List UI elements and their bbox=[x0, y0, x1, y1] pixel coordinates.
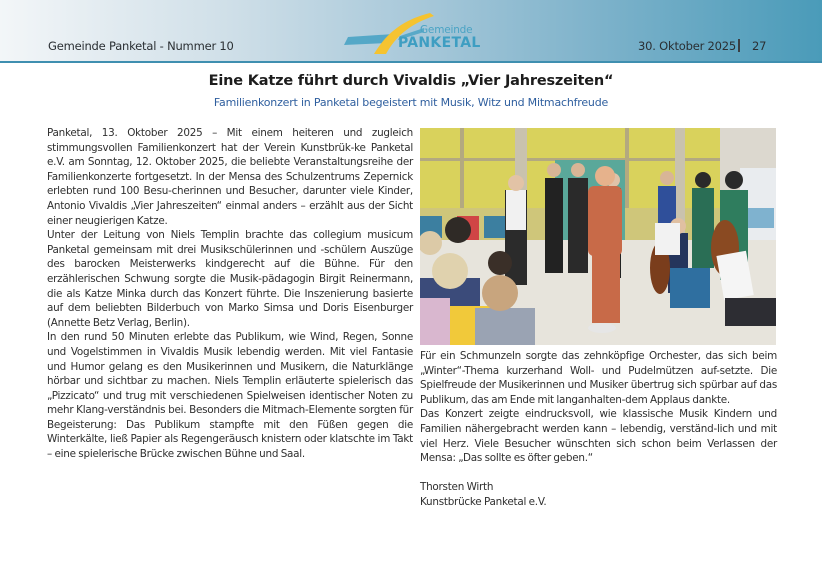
page-header bbox=[0, 0, 822, 63]
logo-text-gemeinde: Gemeinde bbox=[420, 24, 473, 36]
separator bbox=[738, 39, 740, 52]
paragraph: Unter der Leitung von Niels Templin brachte das collegium musicum Panketal gemeinsam mit drei Musikschülerinnen und -schülern Auszüge des barocken Meisterwerks kindgerecht auf die Bühne. Für den erzählerischen Schwung sorgte die Musik-pädagogin Birgit Reinermann, die als Katze Minka durch das Konzert führte. Die Inszenierung basierte auf dem beliebten Bilderbuch von Marko Simsa und Doris Eisenburger (Annette Betz Verlag, Berlin). bbox=[47, 229, 413, 329]
issue-date-page bbox=[638, 39, 766, 53]
page-number: 27 bbox=[752, 39, 767, 53]
concert-photo bbox=[420, 128, 776, 345]
photo-keyboard bbox=[725, 298, 776, 326]
photo-cat-narrator bbox=[588, 166, 622, 333]
publication-info: Gemeinde Panketal - Nummer 10 bbox=[48, 39, 234, 53]
author-name: Thorsten Wirth bbox=[420, 481, 494, 494]
paragraph: Das Konzert zeigte eindrucksvoll, wie klassische Musik Kindern und Familien nähergebracht werden kann – lebendig, verständ-lich und mit viel Herz. Viele Besucher wünschten sich schon beim Verlassen der Mensa: „Das sollte es öfter geben.“ bbox=[420, 408, 777, 465]
author-organization: Kunstbrücke Panketal e.V. bbox=[420, 495, 547, 508]
concert-photo-illustration bbox=[420, 128, 776, 345]
article-left-column bbox=[47, 126, 413, 462]
spacer bbox=[420, 466, 777, 481]
paragraph: In den rund 50 Minuten erlebte das Publikum, wie Wind, Regen, Sonne und Vogelstimmen in Vivaldis Musik lebendig werden. Mit viel Fantasie und Humor gelang es den Musikerinnen und Musikern, die Naturklänge hörbar und sichtbar zu machen. Niels Templin erläuterte spielerisch das „Pizzicato“ und trug mit verschiedenen Spielweisen identischer Noten zu mehr Klang-verständnis bei. Besonders die Mitmach-Elemente sorgten für Begeisterung: Das Publikum stampfte mit den Füßen gegen die Winterkälte, ließ Papier als Regengeräusch knistern oder klatschte im Takt – eine spielerische Brücke zwischen Bühne und Saal. bbox=[47, 331, 413, 461]
issue-date: 30. Oktober 2025 bbox=[638, 39, 737, 53]
article-right-column bbox=[420, 349, 777, 510]
article-subtitle: Familienkonzert in Panketal begeistert mit Musik, Witz und Mitmachfreude bbox=[213, 96, 609, 109]
logo-text-panketal: PANKETAL bbox=[398, 35, 481, 51]
article-title: Eine Katze führt durch Vivaldis „Vier Jahreszeiten“ bbox=[208, 73, 614, 89]
paragraph: Für ein Schmunzeln sorgte das zehnköpfige Orchester, das sich beim „Winter“-Thema kurzerhand Woll- und Pudelmützen auf-setzte. Die Spielfreude der Musikerinnen und Musiker übertrug sich spürbar auf das Publikum, das am Ende mit langanhalten-dem Applaus dankte. bbox=[420, 350, 777, 406]
paragraph: Panketal, 13. Oktober 2025 – Mit einem heiteren und zugleich stimmungsvollen Familienkonzert hat der Verein Kunstbrük-ke Panketal e.V. am Sonntag, 12. Oktober 2025, die beliebte Veranstaltungsreihe der Familienkonzerte fortgesetzt. In der Mensa des Schulzentrums Zepernick erlebten rund 100 Besu-cherinnen und Besucher, darunter viele Kinder, Antonio Vivaldis „Vier Jahreszeiten“ einmal anders – erzählt aus der Sicht einer neugierigen Katze. bbox=[47, 127, 413, 227]
